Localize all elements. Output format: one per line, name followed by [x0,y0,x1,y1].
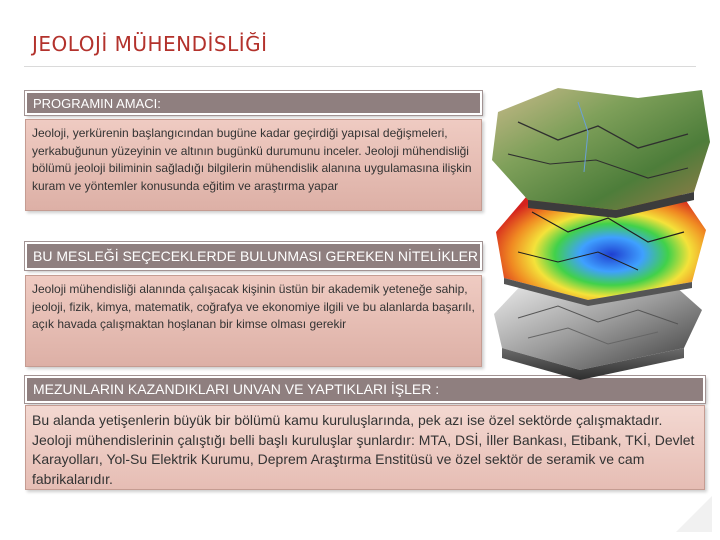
corner-ornament-icon [676,496,712,532]
slide-title: JEOLOJİ MÜHENDİSLİĞİ [32,32,268,56]
terrain-layer-surface [492,88,710,218]
title-divider [24,66,696,67]
section-body-graduate-titles: Bu alanda yetişenlerin büyük bir bölümü kamu kuruluşlarında, pek azı ise özel sektörde çalışmaktadır. Jeoloji mühendislerinin çalıştığı belli başlı kuruluşlar şunlardır: MTA, DSİ, İller Bankası, Etibank, TKİ, Devlet Karayolları, Yol-Su Elektrik Kurumu, Deprem Araştırma Enstitüsü ve özel sektör de seramik ve cam fabrikalarıdır. [25,405,705,490]
section-body-program-aim: Jeoloji, yerkürenin başlangıcından bugüne kadar geçirdiği yapısal değişmeleri, yerkabuğunun yüzeyinin ve altının bugünkü durumunu inceler. Jeoloji mühendisliği bölümü jeoloji biliminin sağladığı bilgilerin mühendislik alanına uygulamasına ilişkin kuram ve yöntemler konusunda eğitim ve araştırma yapar [25,119,482,211]
geological-terrain-layers-image [488,82,714,382]
section-heading-required-qualities: BU MESLEĞİ SEÇECEKLERDE BULUNMASI GEREKEN NİTELİKLER [25,242,482,270]
section-heading-graduate-titles: MEZUNLARIN KAZANDIKLARI UNVAN VE YAPTIKLARI İŞLER : [25,376,705,403]
section-heading-program-aim: PROGRAMIN AMACI: [25,91,482,115]
section-body-required-qualities: Jeoloji mühendisliği alanında çalışacak kişinin üstün bir akademik yeteneğe sahip, jeoloji, fizik, kimya, matematik, coğrafya ve ekonomiye ilgili ve bu alanlarda başarılı, açık havada çalışmaktan hoşlanan bir kimse olması gerekir [25,275,482,367]
